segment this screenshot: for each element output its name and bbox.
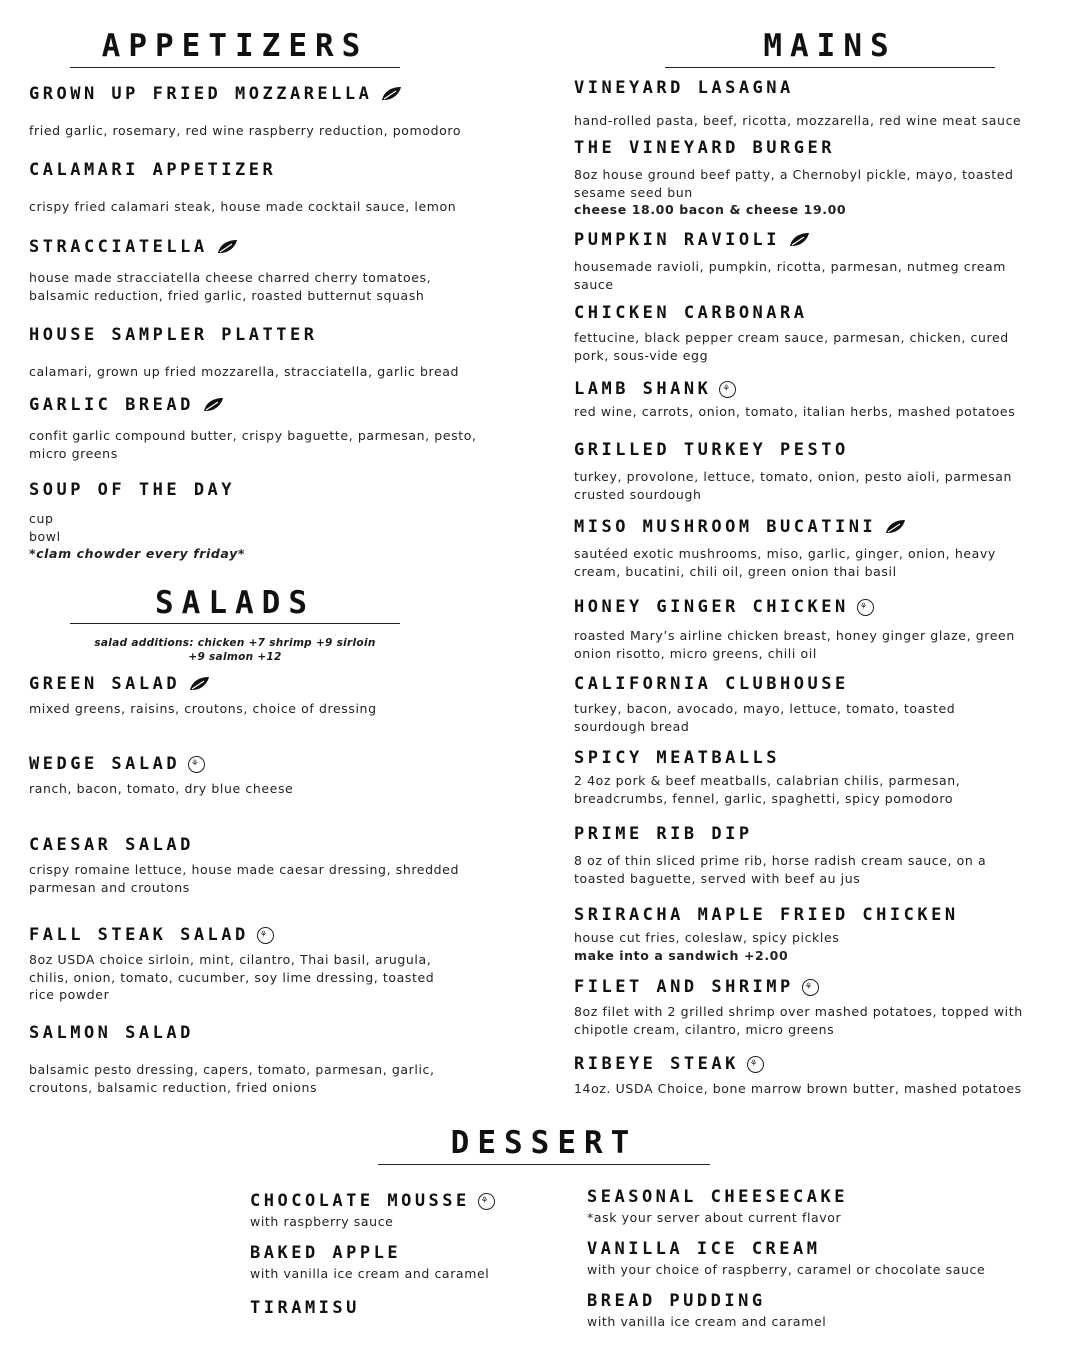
gluten-free-icon: ⚘ [802,979,819,996]
item-title [29,1023,435,1043]
description-line: house made stracciatella cheese charred cherry tomatoes, [29,270,432,285]
item-description [29,427,477,462]
description-line: roasted Mary’s airline chicken breast, honey ginger glaze, green [574,628,1015,643]
description-line: crispy romaine lettuce, house made caesar dressing, shredded [29,862,459,877]
menu-item [587,1291,826,1331]
description-line: 8oz filet with 2 grilled shrimp over mashed potatoes, topped with [574,1004,1023,1019]
item-title [29,325,459,345]
gluten-free-icon: ⚘ [257,927,274,944]
description-line: with raspberry sauce [250,1214,394,1229]
leaf-icon [380,86,402,102]
item-description [574,112,1021,130]
item-title [250,1191,495,1211]
item-description [574,627,1015,662]
item-title [250,1243,489,1263]
menu-item [587,1239,985,1279]
item-title-text: SRIRACHA MAPLE FRIED CHICKEN [574,905,959,925]
dessert-heading: DESSERT [450,1125,638,1161]
description-line: croutons, balsamic reduction, fried onions [29,1079,318,1095]
item-description [574,1080,1022,1098]
description-line: pork, sous-vide egg [574,347,709,363]
item-title-text: VANILLA ICE CREAM [587,1239,821,1259]
item-description [574,468,1012,503]
description-line: balsamic reduction, fried garlic, roasted butternut squash [29,287,425,303]
item-title [574,1054,1022,1074]
description-line: 8oz USDA choice sirloin, mint, cilantro, Thai basil, arugula, [29,952,432,967]
description-line: 14oz. USDA Choice, bone marrow brown butter, mashed potatoes [574,1081,1022,1096]
item-description [574,403,1015,421]
item-title [29,674,377,694]
item-title [574,597,1015,617]
item-title [574,78,1021,98]
item-description [574,772,960,807]
item-description [29,1061,435,1096]
leaf-icon [202,397,224,413]
menu-item [574,977,1023,1038]
menu-item [574,138,1014,219]
item-title [574,674,955,694]
description-line: sesame seed bun [574,184,693,200]
description-line: crusted sourdough [574,486,702,502]
item-title [574,977,1023,997]
description-line: toasted baguette, served with beef au jus [574,870,861,886]
menu-item [574,517,996,580]
item-title-text: SEASONAL CHEESECAKE [587,1187,848,1207]
mains-heading: MAINS [763,28,897,64]
item-title [587,1187,848,1207]
description-line: turkey, bacon, avocado, mayo, lettuce, tomato, toasted [574,701,956,716]
menu-item [250,1298,360,1318]
menu-item [574,597,1015,662]
item-title-text: PRIME RIB DIP [574,824,753,844]
item-title [29,84,461,104]
description-line: chilis, onion, tomato, cucumber, soy lime dressing, toasted [29,969,435,985]
item-title [29,835,459,855]
item-description [29,700,377,718]
item-title-text: CALIFORNIA CLUBHOUSE [574,674,849,694]
menu-item [29,160,456,216]
description-line: rice powder [29,987,110,1002]
item-title-text: LAMB SHANK [574,379,712,399]
item-title [574,230,1006,250]
item-title-text: SPICY MEATBALLS [574,748,781,768]
appetizers-heading: APPETIZERS [101,28,369,64]
item-title-text: GROWN UP FRIED MOZZARELLA [29,84,373,104]
item-title-text: BREAD PUDDING [587,1291,766,1311]
menu-item [29,835,459,896]
appetizers-rule [70,67,400,68]
menu-item [29,237,431,304]
menu-item [574,303,1009,364]
item-title-text: HOUSE SAMPLER PLATTER [29,325,318,345]
item-title-text: RIBEYE STEAK [574,1054,739,1074]
description-line: 2 4oz pork & beef meatballs, calabrian chilis, parmesan, [574,773,961,788]
item-title [574,303,1009,323]
menu-item [29,1023,435,1096]
gluten-free-icon: ⚘ [188,756,205,773]
menu-item [29,84,461,140]
item-description [29,269,431,304]
menu-item [574,748,960,807]
salads-rule [70,623,400,624]
item-title-text: CHOCOLATE MOUSSE [250,1191,470,1211]
item-title [29,395,477,415]
description-line: fettucine, black pepper cream sauce, parmesan, chicken, cured [574,330,1009,345]
description-line: 8oz house ground beef patty, a Chernobyl pickle, mayo, toasted [574,167,1014,182]
description-line: mixed greens, raisins, croutons, choice of dressing [29,701,377,716]
item-description [29,363,459,381]
menu-item [587,1187,848,1227]
item-description [574,258,1006,293]
description-line: *ask your server about current flavor [587,1210,842,1225]
description-line: red wine, carrots, onion, tomato, italian herbs, mashed potatoes [574,404,1016,419]
gluten-free-icon: ⚘ [478,1193,495,1210]
item-title-text: BAKED APPLE [250,1243,402,1263]
leaf-icon [884,519,906,535]
description-line: onion risotto, micro greens, chili oil [574,645,817,661]
description-line: sourdough bread [574,718,690,734]
item-title-text: SALMON SALAD [29,1023,194,1043]
menu-item [574,230,1006,293]
item-title-text: GARLIC BREAD [29,395,194,415]
item-description [574,700,955,735]
item-description [574,545,996,580]
item-title [250,1298,360,1318]
menu-item [574,440,1012,503]
item-title-text: THE VINEYARD BURGER [574,138,835,158]
description-line: cream, bucatini, chili oil, green onion thai basil [574,563,897,579]
item-description [29,198,456,216]
menu-item [29,325,459,381]
menu-item [29,480,245,563]
item-extra-note: make into a sandwich +2.00 [574,947,789,963]
menu-item [250,1191,495,1231]
description-line: breadcrumbs, fennel, garlic, spaghetti, spicy pomodoro [574,790,954,806]
item-title-text: MISO MUSHROOM BUCATINI [574,517,877,537]
menu-item [574,1054,1022,1098]
item-description [587,1261,985,1279]
description-line: with vanilla ice cream and caramel [250,1266,490,1281]
item-title [29,160,456,180]
item-title-text: VINEYARD LASAGNA [574,78,794,98]
item-description [574,329,1009,364]
menu-item [29,395,477,462]
item-title-text: TIRAMISU [250,1298,360,1318]
description-line: with vanilla ice cream and caramel [587,1314,827,1329]
item-description [574,166,1014,219]
item-title [29,754,293,774]
menu-item [250,1243,489,1283]
item-title [587,1291,826,1311]
leaf-icon [188,676,210,692]
menu-item [574,905,959,964]
item-title [574,138,1014,158]
menu-item [574,78,1021,130]
description-line: house cut fries, coleslaw, spicy pickles [574,930,840,945]
menu-item [574,824,986,887]
item-description [250,1213,495,1231]
menu-item [29,674,377,718]
description-line: sauce [574,276,614,292]
gluten-free-icon: ⚘ [857,599,874,616]
item-title-text: WEDGE SALAD [29,754,181,774]
item-extra-note: *clam chowder every friday* [29,546,245,561]
description-line: housemade ravioli, pumpkin, ricotta, parmesan, nutmeg cream [574,259,1007,274]
menu-item [574,379,1015,421]
description-line: 8 oz of thin sliced prime rib, horse radish cream sauce, on a [574,853,987,868]
item-title-text: CHICKEN CARBONARA [574,303,808,323]
item-title [574,748,960,768]
description-line: confit garlic compound butter, crispy baguette, parmesan, pesto, [29,428,477,443]
description-line: bowl [29,528,61,544]
description-line: chipotle cream, cilantro, micro greens [574,1021,835,1037]
dessert-rule [378,1164,710,1165]
menu-item [574,674,955,735]
description-line: ranch, bacon, tomato, dry blue cheese [29,781,294,796]
item-title-text: FALL STEAK SALAD [29,925,249,945]
item-title-text: PUMPKIN RAVIOLI [574,230,781,250]
item-description [29,780,293,798]
description-line: crispy fried calamari steak, house made cocktail sauce, lemon [29,199,457,214]
item-title-text: CALAMARI APPETIZER [29,160,277,180]
item-title [574,824,986,844]
item-description [574,1003,1023,1038]
menu-item [29,754,293,798]
item-title-text: CAESAR SALAD [29,835,194,855]
description-line: sautéed exotic mushrooms, miso, garlic, ginger, onion, heavy [574,546,996,561]
item-title-text: STRACCIATELLA [29,237,208,257]
item-title-text: SOUP OF THE DAY [29,480,236,500]
menu-item [29,925,434,1004]
item-description [587,1209,848,1227]
item-description [574,852,986,887]
description-line: cup [29,511,54,526]
item-description [29,510,245,563]
item-title [29,480,245,500]
salad-additions-note: salad additions: chicken +7 shrimp +9 sirloin +9 salmon +12 [94,637,376,663]
item-title [574,440,1012,460]
salads-heading: SALADS [155,585,315,621]
item-title [587,1239,985,1259]
description-line: fried garlic, rosemary, red wine raspberry reduction, pomodoro [29,123,462,138]
item-title-text: GREEN SALAD [29,674,181,694]
description-line: hand-rolled pasta, beef, ricotta, mozzarella, red wine meat sauce [574,113,1022,128]
item-title [29,237,431,257]
leaf-icon [788,232,810,248]
item-title [574,379,1015,399]
item-title [574,517,996,537]
leaf-icon [216,239,238,255]
item-description [29,951,434,1004]
item-description [587,1313,826,1331]
item-description [29,122,461,140]
item-description [29,861,459,896]
item-description [574,929,959,964]
item-extra-note: cheese 18.00 bacon & cheese 19.00 [574,202,847,217]
description-line: calamari, grown up fried mozzarella, stracciatella, garlic bread [29,364,460,379]
item-title [574,905,959,925]
item-title-text: HONEY GINGER CHICKEN [574,597,849,617]
description-line: parmesan and croutons [29,879,190,895]
item-title-text: FILET AND SHRIMP [574,977,794,997]
description-line: with your choice of raspberry, caramel or chocolate sauce [587,1262,986,1277]
description-line: micro greens [29,445,118,461]
item-title-text: GRILLED TURKEY PESTO [574,440,849,460]
item-title [29,925,434,945]
gluten-free-icon: ⚘ [747,1056,764,1073]
description-line: balsamic pesto dressing, capers, tomato, parmesan, garlic, [29,1062,435,1077]
description-line: turkey, provolone, lettuce, tomato, onion, pesto aioli, parmesan [574,469,1013,484]
item-description [250,1265,489,1283]
mains-rule [665,67,995,68]
gluten-free-icon: ⚘ [719,381,736,398]
